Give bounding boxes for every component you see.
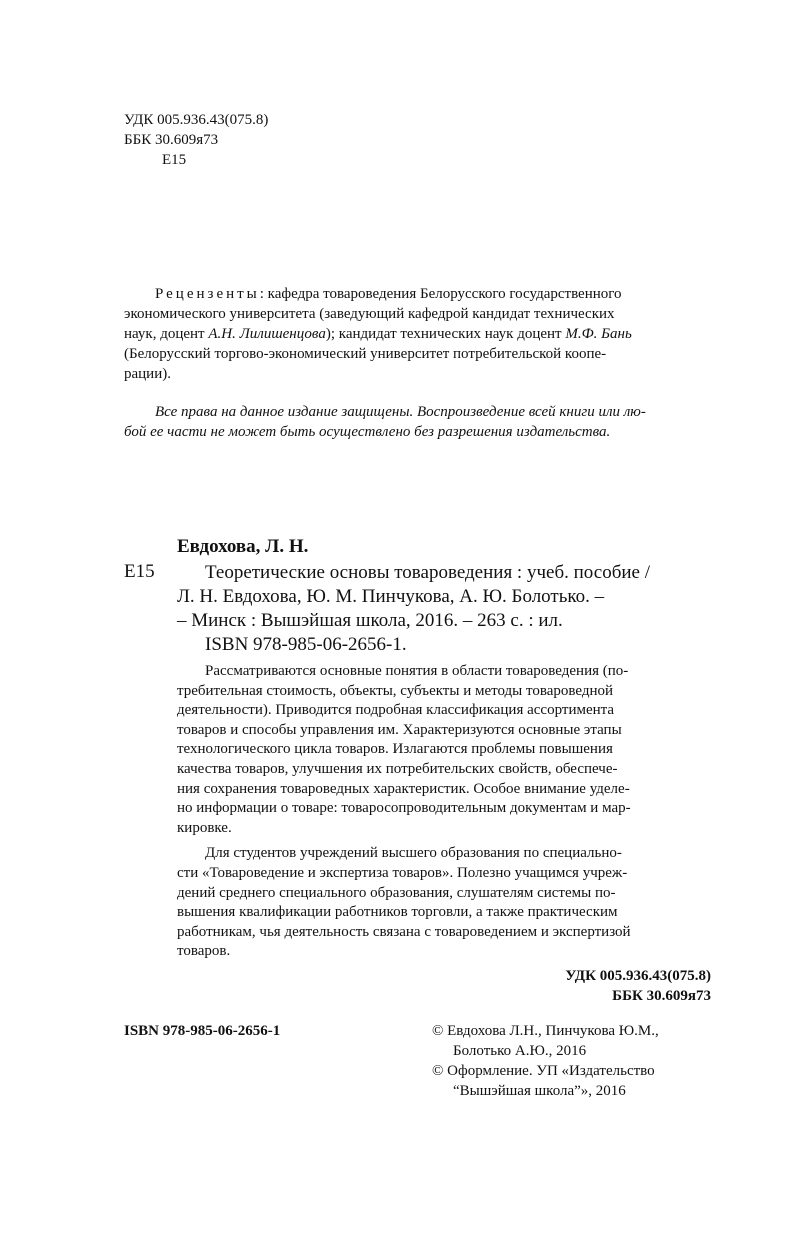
annotation-line: качества товаров, улучшения их потребительских свойств, обеспече- xyxy=(177,760,618,777)
bbk-index: ББК 30.609я73 xyxy=(124,132,219,148)
rights-line1: Все права на данное издание защищены. Воспроизведение всей книги или лю- xyxy=(155,404,646,420)
classification-indexes xyxy=(124,110,268,170)
copyright-design-cont: “Вышэйшая школа”», 2016 xyxy=(453,1083,626,1099)
reviewer-name-2: М.Ф. Бань xyxy=(565,326,632,342)
annotation-line: ния сохранения товароведных характеристик. Особое внимание уделе- xyxy=(177,780,630,797)
annotation-line: товаров. xyxy=(177,943,231,960)
copyright-authors: © Евдохова Л.Н., Пинчукова Ю.М., xyxy=(432,1023,659,1039)
footer-indexes xyxy=(500,966,711,1006)
footer-isbn: ISBN 978-985-06-2656-1 xyxy=(124,1023,281,1039)
bibliography-mark: Е15 xyxy=(124,561,155,582)
footer-udk: УДК 005.936.43(075.8) xyxy=(565,968,711,984)
annotation xyxy=(177,662,712,962)
reviewers-line3-a: наук, доцент xyxy=(124,326,209,342)
annotation-line: дений среднего специального образования, слушателям системы по- xyxy=(177,884,616,901)
annotation-line: деятельности). Приводится подробная классификация ассортимента xyxy=(177,702,615,719)
copyright-block xyxy=(432,1021,722,1101)
annotation-line: Рассматриваются основные понятия в области товароведения (по- xyxy=(205,663,629,679)
annotation-line: кировке. xyxy=(177,819,232,836)
reviewers-line3-b: ); кандидат технических наук доцент xyxy=(325,326,566,342)
reviewers-line5: рации). xyxy=(124,366,171,382)
bibliography-line2: Л. Н. Евдохова, Ю. М. Пинчукова, А. Ю. Болотько. – xyxy=(177,586,605,607)
reviewers-label: Рецензенты xyxy=(155,286,260,302)
annotation-line: сти «Товароведение и экспертиза товаров». Полезно учащимся учреж- xyxy=(177,864,628,881)
bibliography-author: Евдохова, Л. Н. xyxy=(177,536,309,557)
rights-notice xyxy=(124,402,711,442)
bibliography-line1: Теоретические основы товароведения : учеб. пособие / xyxy=(205,562,650,583)
bibliography-line3: – Минск : Вышэйшая школа, 2016. – 263 с. : ил. xyxy=(177,610,563,631)
rights-line2: бой ее части не может быть осуществлено без разрешения издательства. xyxy=(124,424,611,440)
annotation-line: работникам, чья деятельность связана с товароведением и экспертизой xyxy=(177,923,631,940)
reviewers-line1: : кафедра товароведения Белорусского государственного xyxy=(259,286,622,302)
annotation-line: технологического цикла товаров. Излагаются проблемы повышения xyxy=(177,741,613,758)
reviewers-line2: экономического университета (заведующий кафедрой кандидат технических xyxy=(124,306,615,322)
reviewers-block xyxy=(124,284,711,384)
annotation-line: Для студентов учреждений высшего образования по специально- xyxy=(205,845,622,862)
annotation-line: вышения квалификации работников торговли, а также практическим xyxy=(177,904,618,921)
annotation-line: товаров и способы управления им. Характеризуются основные этапы xyxy=(177,721,622,738)
footer-bbk: ББК 30.609я73 xyxy=(612,988,711,1004)
bibliography-isbn: ISBN 978-985-06-2656-1. xyxy=(205,634,407,655)
annotation-line: требительная стоимость, объекты, субъекты и методы товароведной xyxy=(177,682,614,699)
copyright-authors-cont: Болотько А.Ю., 2016 xyxy=(453,1043,587,1059)
reviewers-line4: (Белорусский торгово-экономический университет потребительской коопе- xyxy=(124,346,607,362)
annotation-line: но информации о товаре: товаросопроводительным документам и мар- xyxy=(177,800,631,817)
bibliography-record xyxy=(177,561,717,657)
copyright-design: © Оформление. УП «Издательство xyxy=(432,1063,655,1079)
reviewer-name-1: А.Н. Лилишенцова xyxy=(208,326,326,342)
author-mark: Е15 xyxy=(162,152,187,168)
udk-index: УДК 005.936.43(075.8) xyxy=(124,112,269,128)
